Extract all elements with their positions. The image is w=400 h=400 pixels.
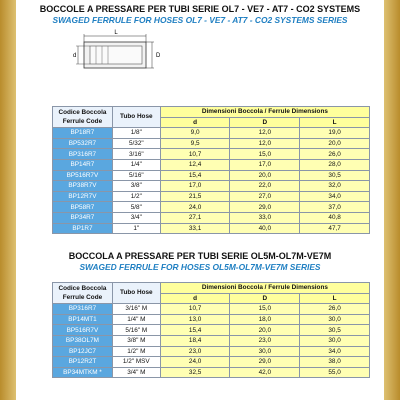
dim-L: 30,5 (300, 325, 370, 336)
header-dims: Dimensioni Boccola / Ferrule Dimensions (160, 283, 369, 294)
ferrule-code: BP12JC7 (53, 346, 113, 357)
section2-subtitle: SWAGED FERRULE FOR HOSES OL5M-OL7M-VE7M SERIES (79, 262, 321, 272)
dim-L: 32,0 (300, 181, 370, 192)
ferrule-code: BP12R7V (53, 191, 113, 202)
hose-size: 1/2" MSV (112, 357, 160, 368)
dim-d: 9,0 (160, 128, 230, 139)
dim-L: 34,0 (300, 346, 370, 357)
dim-L: 34,0 (300, 191, 370, 202)
header-hose: Tubo Hose (112, 283, 160, 304)
dim-D: 30,0 (230, 346, 300, 357)
dim-d: 33,1 (160, 223, 230, 234)
table-row (53, 223, 370, 234)
dim-d: 13,0 (160, 314, 230, 325)
dim-d: 32,5 (160, 367, 230, 378)
page-border-right (382, 0, 400, 400)
table-row (53, 149, 370, 160)
ferrule-code: BP38OL7M (53, 335, 113, 346)
dim-D: 33,0 (230, 212, 300, 223)
dim-D: 23,0 (230, 335, 300, 346)
dim-d: 24,0 (160, 202, 230, 213)
dim-d: 12,4 (160, 159, 230, 170)
table-row (53, 128, 370, 139)
ferrule-code: BP316R7 (53, 304, 113, 315)
ferrule-drawing (72, 26, 160, 84)
hose-size: 5/16" (112, 170, 160, 181)
dim-L: 26,0 (300, 304, 370, 315)
hose-size: 1/4" M (112, 314, 160, 325)
ferrule-code: BP58R7 (53, 202, 113, 213)
dim-D: 22,0 (230, 181, 300, 192)
ferrule-code: BP532R7 (53, 138, 113, 149)
dim-D: 15,0 (230, 149, 300, 160)
label-L: L (114, 30, 118, 36)
table-row (53, 170, 370, 181)
table-row (53, 202, 370, 213)
table-row (53, 325, 370, 336)
ferrule-code: BP316R7 (53, 149, 113, 160)
dim-d: 10,7 (160, 149, 230, 160)
header-hose: Tubo Hose (112, 107, 160, 128)
table-row (53, 346, 370, 357)
ferrule-code: BP516R7V (53, 325, 113, 336)
section1-subtitle: SWAGED FERRULE FOR HOSES OL7 - VE7 - AT7 - CO2 SYSTEMS SERIES (52, 15, 348, 25)
table-row (53, 304, 370, 315)
hose-size: 5/16" M (112, 325, 160, 336)
dim-d: 21,5 (160, 191, 230, 202)
hose-size: 1/4" (112, 159, 160, 170)
table-row (53, 159, 370, 170)
table-row (53, 367, 370, 378)
ferrule-code: BP34MTKM * (53, 367, 113, 378)
table-row (53, 357, 370, 368)
dim-d: 10,7 (160, 304, 230, 315)
dim-D: 20,0 (230, 170, 300, 181)
hose-size: 1" (112, 223, 160, 234)
table-row (53, 335, 370, 346)
ferrule-code: BP14R7 (53, 159, 113, 170)
dim-L: 30,0 (300, 314, 370, 325)
dim-L: 55,0 (300, 367, 370, 378)
hose-size: 5/8" (112, 202, 160, 213)
dim-L: 28,0 (300, 159, 370, 170)
ferrule-code: BP12R2T (53, 357, 113, 368)
ferrule-code: BP18R7 (53, 128, 113, 139)
hose-size: 5/32" (112, 138, 160, 149)
hose-size: 1/8" (112, 128, 160, 139)
catalog-page (16, 0, 384, 400)
dim-D: 27,0 (230, 191, 300, 202)
dim-L: 47,7 (300, 223, 370, 234)
header-d: d (160, 293, 230, 304)
hose-size: 3/16" (112, 149, 160, 160)
ferrule-code: BP516R7V (53, 170, 113, 181)
table-row (53, 314, 370, 325)
header-D: D (230, 293, 300, 304)
header-dims: Dimensioni Boccola / Ferrule Dimensions (160, 107, 369, 118)
hose-size: 3/16" M (112, 304, 160, 315)
header-code: Codice Boccola Ferrule Code (53, 107, 113, 128)
dim-D: 40,0 (230, 223, 300, 234)
header-D: D (230, 117, 300, 128)
dim-D: 29,0 (230, 202, 300, 213)
ferrule-code: BP34R7 (53, 212, 113, 223)
header-L: L (300, 293, 370, 304)
dim-L: 30,5 (300, 170, 370, 181)
hose-size: 1/2" M (112, 346, 160, 357)
section2-title: BOCCOLA A PRESSARE PER TUBI SERIE OL5M-OL7M-VE7M (68, 251, 332, 261)
dim-d: 17,0 (160, 181, 230, 192)
ferrule-code: BP38R7V (53, 181, 113, 192)
hose-size: 3/8" (112, 181, 160, 192)
dim-L: 19,0 (300, 128, 370, 139)
ferrule-code: BP1R7 (53, 223, 113, 234)
dim-L: 20,0 (300, 138, 370, 149)
dim-D: 12,0 (230, 128, 300, 139)
dim-d: 24,0 (160, 357, 230, 368)
dim-D: 29,0 (230, 357, 300, 368)
hose-size: 3/4" (112, 212, 160, 223)
ferrule-table-2 (52, 282, 370, 378)
dim-D: 18,0 (230, 314, 300, 325)
dim-d: 15,4 (160, 170, 230, 181)
hose-size: 1/2" (112, 191, 160, 202)
dim-d: 18,4 (160, 335, 230, 346)
ferrule-code: BP14MT1 (53, 314, 113, 325)
table-row (53, 191, 370, 202)
hose-size: 3/4" M (112, 367, 160, 378)
ferrule-table-1 (52, 106, 370, 234)
header-d: d (160, 117, 230, 128)
table-row (53, 138, 370, 149)
dim-L: 38,0 (300, 357, 370, 368)
dim-D: 17,0 (230, 159, 300, 170)
dim-D: 15,0 (230, 304, 300, 315)
dim-d: 23,0 (160, 346, 230, 357)
dim-d: 15,4 (160, 325, 230, 336)
dim-L: 30,0 (300, 335, 370, 346)
header-code: Codice Boccola Ferrule Code (53, 283, 113, 304)
hose-size: 3/8" M (112, 335, 160, 346)
table-row (53, 212, 370, 223)
label-D: D (156, 53, 160, 59)
dim-d: 9,5 (160, 138, 230, 149)
header-L: L (300, 117, 370, 128)
dim-D: 20,0 (230, 325, 300, 336)
dim-D: 12,0 (230, 138, 300, 149)
table-row (53, 181, 370, 192)
label-d: d (73, 53, 77, 59)
section1-title: BOCCOLE A PRESSARE PER TUBI SERIE OL7 - VE7 - AT7 - CO2 SYSTEMS (39, 4, 361, 14)
dim-D: 42,0 (230, 367, 300, 378)
dim-L: 37,0 (300, 202, 370, 213)
dim-L: 40,8 (300, 212, 370, 223)
dim-L: 26,0 (300, 149, 370, 160)
dim-d: 27,1 (160, 212, 230, 223)
